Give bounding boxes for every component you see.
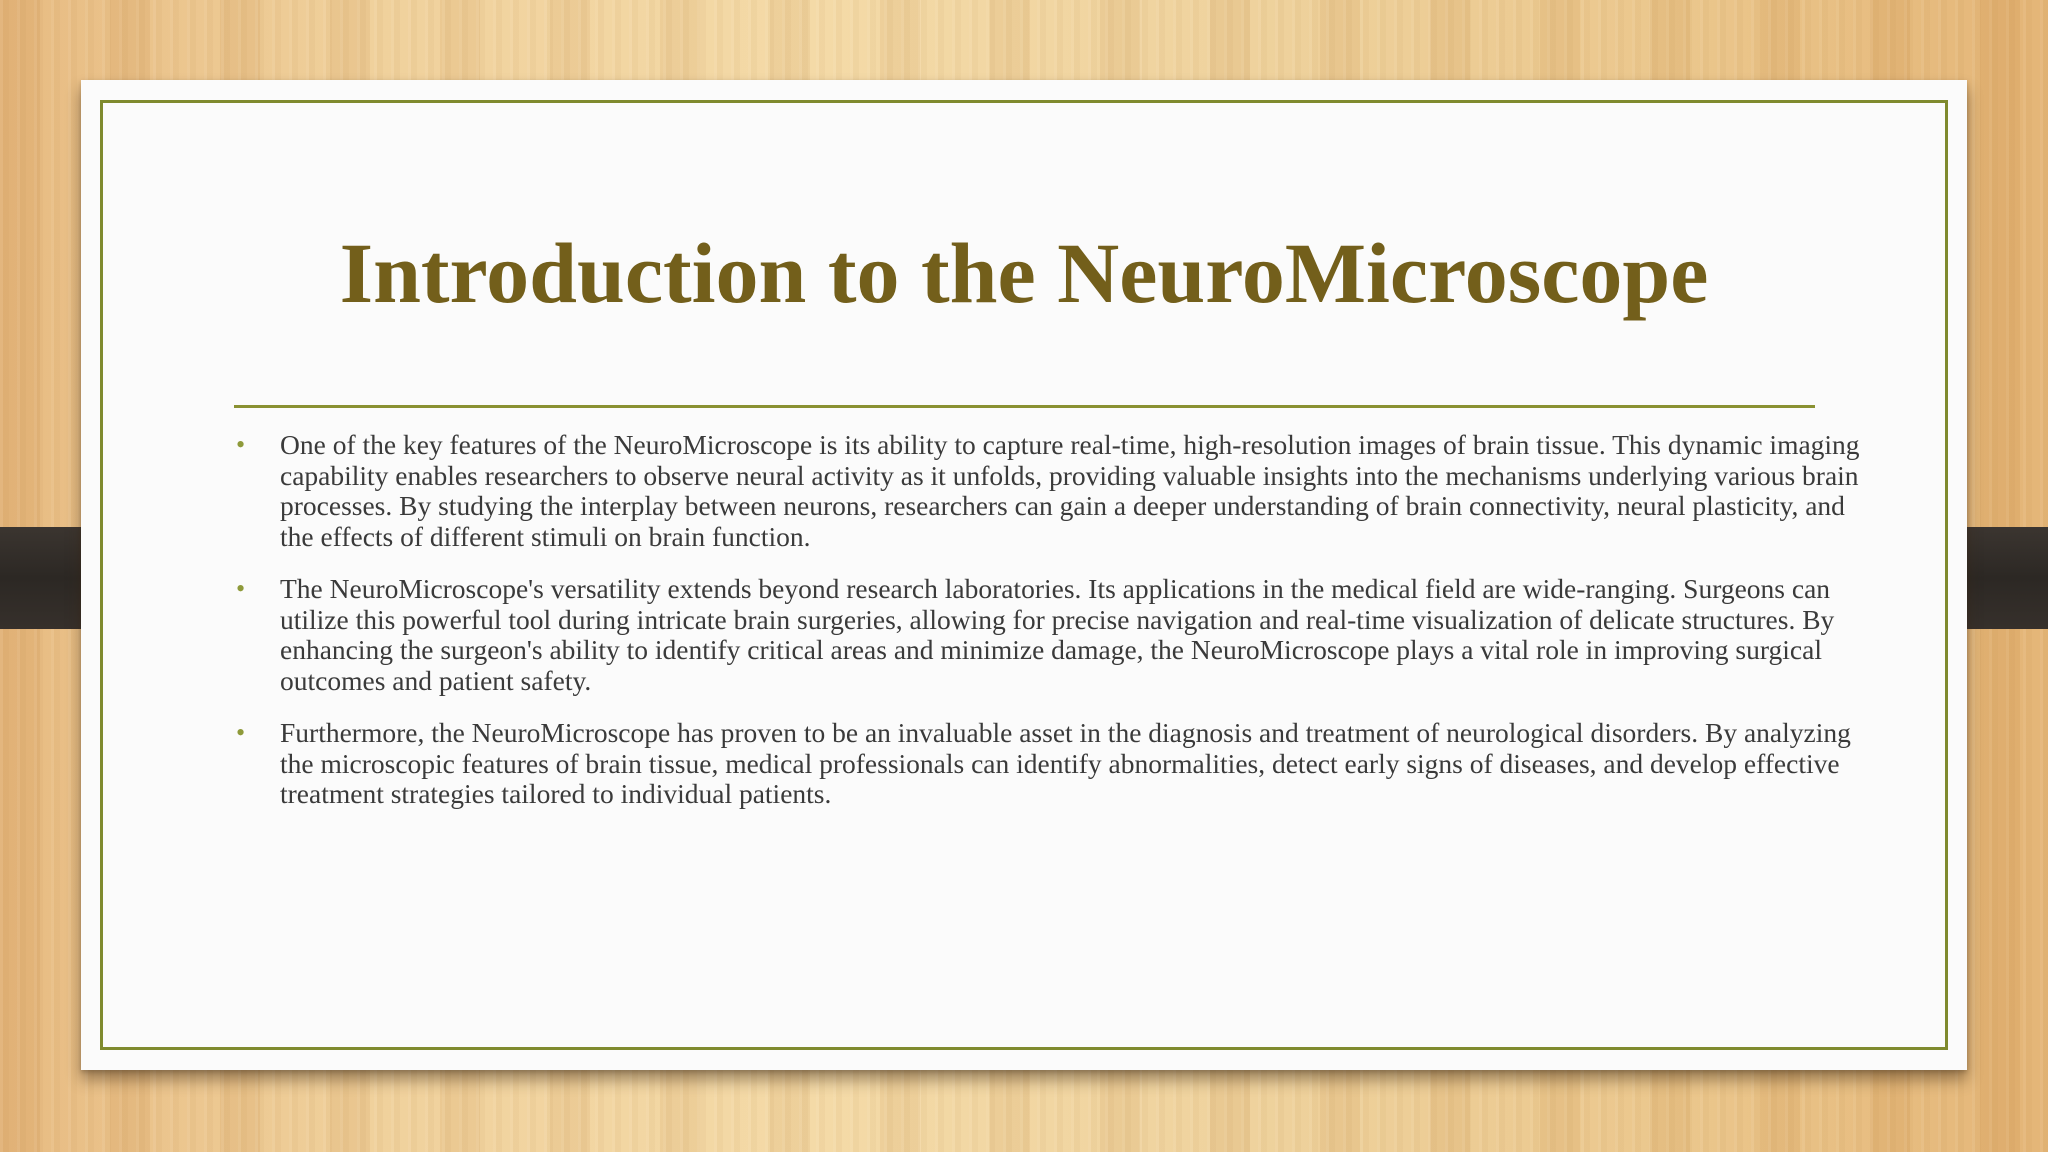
title-divider [234,405,1815,408]
bullet-text: The NeuroMicroscope's versatility extends beyond research laboratories. Its applications in the medical field are wide-ranging. Surgeons can utilize this powerful tool during intricate brain surgeries, allowing for precise navigation and real-time visualization of delicate structures. By enhancing the surgeon's ability to identify critical areas and minimize damage, the NeuroMicroscope plays a vital role in improving surgical outcomes and patient safety. [280,573,1835,696]
bullet-text: One of the key features of the NeuroMicroscope is its ability to capture real-time, high-resolution images of brain tissue. This dynamic imaging capability enables researchers to observe neural activity as it unfolds, providing valuable insights into the mechanisms underlying various brain processes. By studying the interplay between neurons, researchers can gain a deeper understanding of brain connectivity, neural plasticity, and the effects of different stimuli on brain function. [280,429,1860,552]
bullet-dot-icon: • [236,718,246,747]
bullet-list [234,430,1874,832]
slide-card [81,80,1967,1070]
bullet-dot-icon: • [236,574,246,603]
bullet-dot-icon: • [236,430,246,459]
slide-title: Introduction to the NeuroMicroscope [339,225,1709,321]
bullet-text: Furthermore, the NeuroMicroscope has proven to be an invaluable asset in the diagnosis and treatment of neurological disorders. By analyzing the microscopic features of brain tissue, medical professionals can identify abnormalities, detect early signs of diseases, and develop effective treatment strategies tailored to individual patients. [280,717,1851,809]
bullet-item [234,574,1874,696]
bullet-item [234,430,1874,552]
bullet-item [234,718,1874,810]
